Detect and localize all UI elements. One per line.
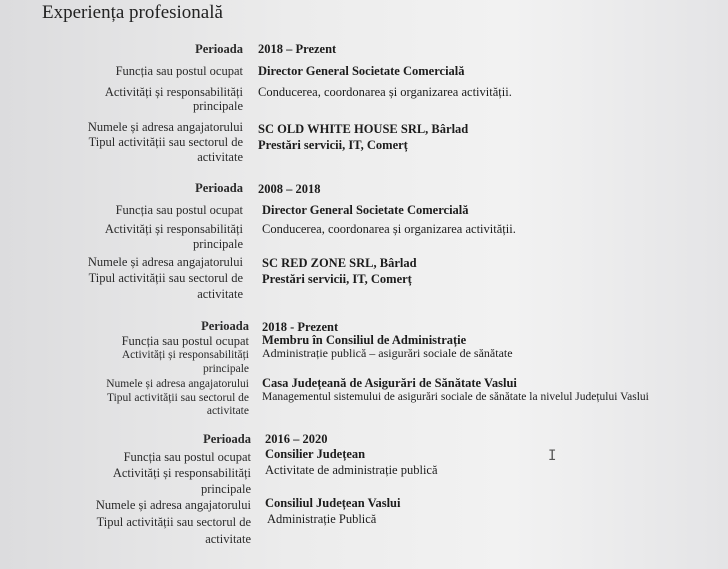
activities-value: Activitate de administrație publică: [265, 463, 438, 477]
activities-label: Activități și responsabilități: [112, 466, 251, 480]
employer-value: SC OLD WHITE HOUSE SRL, Bârlad: [258, 122, 469, 136]
period-value: 2016 – 2020: [265, 432, 328, 446]
period-label: Perioada: [203, 432, 251, 446]
role-value: Director General Societate Comercială: [258, 64, 465, 78]
period-label: Perioada: [201, 319, 249, 333]
sector-label: Tipul activității sau sectorul de: [88, 271, 243, 285]
sector-label: Tipul activității sau sectorul de: [106, 392, 249, 404]
sector-value: Prestări servicii, IT, Comerț: [262, 272, 412, 286]
employer-label: Numele și adresa angajatorului: [87, 120, 243, 134]
period-label: Perioada: [195, 181, 243, 195]
sector-value: Administrație Publică: [267, 512, 377, 526]
period-value: 2018 - Prezent: [262, 320, 339, 334]
sector-value: Prestări servicii, IT, Comerț: [258, 138, 408, 152]
role-label: Funcția sau postul ocupat: [121, 334, 249, 348]
role-label: Funcția sau postul ocupat: [115, 203, 243, 217]
employer-label: Numele și adresa angajatorului: [106, 378, 249, 390]
activities-value: Conducerea, coordonarea și organizarea activității.: [262, 222, 516, 236]
sector-label: Tipul activității sau sectorul de: [96, 515, 251, 529]
text-cursor-icon: I: [548, 448, 557, 464]
activities-value: Administrație publică – asigurări sociale de sănătate: [262, 346, 513, 360]
employer-label: Numele și adresa angajatorului: [95, 498, 251, 512]
section-title: Experiența profesională: [42, 2, 223, 23]
period-value: 2008 – 2018: [258, 182, 321, 196]
sector-value: Managementul sistemului de asigurări sociale de sănătate la nivelul Județului Vaslui: [262, 391, 649, 403]
role-label: Funcția sau postul ocupat: [115, 64, 243, 78]
activities-label-cont: principale: [203, 363, 249, 375]
activities-label-cont: principale: [193, 99, 243, 113]
employer-value: SC RED ZONE SRL, Bârlad: [262, 256, 417, 270]
activities-label-cont: principale: [201, 482, 251, 496]
activities-label-cont: principale: [193, 237, 243, 251]
activities-label: Activități și responsabilități: [104, 222, 243, 236]
sector-label-cont: activitate: [197, 150, 243, 164]
sector-label-cont: activitate: [206, 405, 249, 417]
period-label: Perioada: [195, 42, 243, 56]
activities-value: Conducerea, coordonarea și organizarea activității.: [258, 85, 512, 99]
activities-label: Activități și responsabilități: [104, 85, 243, 99]
employer-value: Casa Județeană de Asigurări de Sănătate Vaslui: [262, 376, 517, 390]
employer-value: Consiliul Județean Vaslui: [265, 496, 401, 510]
role-value: Consilier Județean: [265, 447, 366, 461]
employer-label: Numele și adresa angajatorului: [87, 255, 243, 269]
sector-label-cont: activitate: [205, 532, 251, 546]
role-label: Funcția sau postul ocupat: [123, 450, 251, 464]
role-value: Membru în Consiliul de Administrație: [262, 333, 467, 347]
sector-label: Tipul activității sau sectorul de: [88, 135, 243, 149]
period-value: 2018 – Prezent: [258, 42, 337, 56]
role-value: Director General Societate Comercială: [262, 203, 469, 217]
activities-label: Activități și responsabilități: [121, 349, 249, 361]
sector-label-cont: activitate: [197, 287, 243, 301]
